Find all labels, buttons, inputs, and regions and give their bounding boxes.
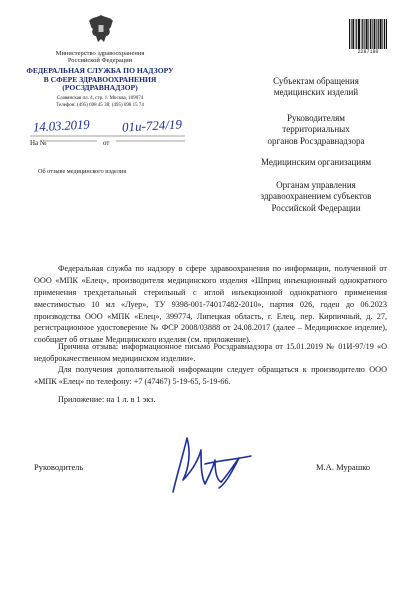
body-paragraph-1: Федеральная служба по надзору в сфере здравоохранения по информации, полученной от ООО «МПК «Елец», производителя медицинского изделия «Шприц инъекционный однократного применения трехдетальный стерильный с иглой инъекционной однократного применения вместимостью 10 мл «Луер», ТУ 9398-001-74017482-2010», партия 026, годен до 06.2023 производства ООО «МПК «Елец», 399774, Липецкая область, г. Елец, пер. Кирпичный, д. 27, регистрационное удостоверение № ФСР 2008/03888 от 24.08.2017 (далее – Медицинское изделие), сообщает об отзыве Медицинского изделия (см. приложение). <box>34 264 387 345</box>
recipient-4: Органам управления здравоохранением субъектов Российской Федерации <box>260 180 372 213</box>
ref-date-label: от <box>103 139 110 147</box>
signer-name: М.А. Мурашко <box>316 462 371 472</box>
subject-line: Об отзыве медицинского изделия <box>38 168 127 175</box>
recipient-1: Субъектам обращения медицинских изделий <box>273 76 359 98</box>
handwritten-number: 01и-724/19 <box>121 116 183 135</box>
service-name: ФЕДЕРАЛЬНАЯ СЛУЖБА ПО НАДЗОРУ В СФЕРЕ ЗДРАВООХРАНЕНИЯ (РОСЗДРАВНАДЗОР) <box>26 66 174 93</box>
body-paragraph-3: Для получения дополнительной информации следует обращаться к производителю ООО «МПК «Елец» по телефону: +7 (47467) 5-19-65, 5-19-66. <box>34 365 387 386</box>
coat-of-arms-icon <box>84 12 118 46</box>
address: Славянская пл. 4, стр. 1. Москва, 109074 <box>56 96 144 101</box>
recipient-3: Медицинским организациям <box>260 157 372 167</box>
ministry-name: Министерство здравоохранения Российской Федерации <box>55 50 145 65</box>
ref-number-label: На № <box>30 139 47 147</box>
appendix-note: Приложение: на 1 л. в 1 экз. <box>58 395 156 404</box>
handwritten-date: 14.03.2019 <box>32 116 90 135</box>
barcode-icon <box>349 19 387 49</box>
body-paragraph-2: Причина отзыва: информационное письмо Росздравнадзора от 15.01.2019 № 01И-97/19 «О недоброкачественном медицинском изделии». <box>34 342 387 363</box>
handwritten-signature-icon <box>165 430 255 500</box>
recipient-2: Руководителям территориальных органов Росздравнадзора <box>267 113 365 146</box>
barcode-number: 2287180 <box>357 49 379 55</box>
phones: Телефон: (495) 698 45 38; (495) 698 15 74 <box>56 103 144 108</box>
signer-role: Руководитель <box>34 462 84 472</box>
